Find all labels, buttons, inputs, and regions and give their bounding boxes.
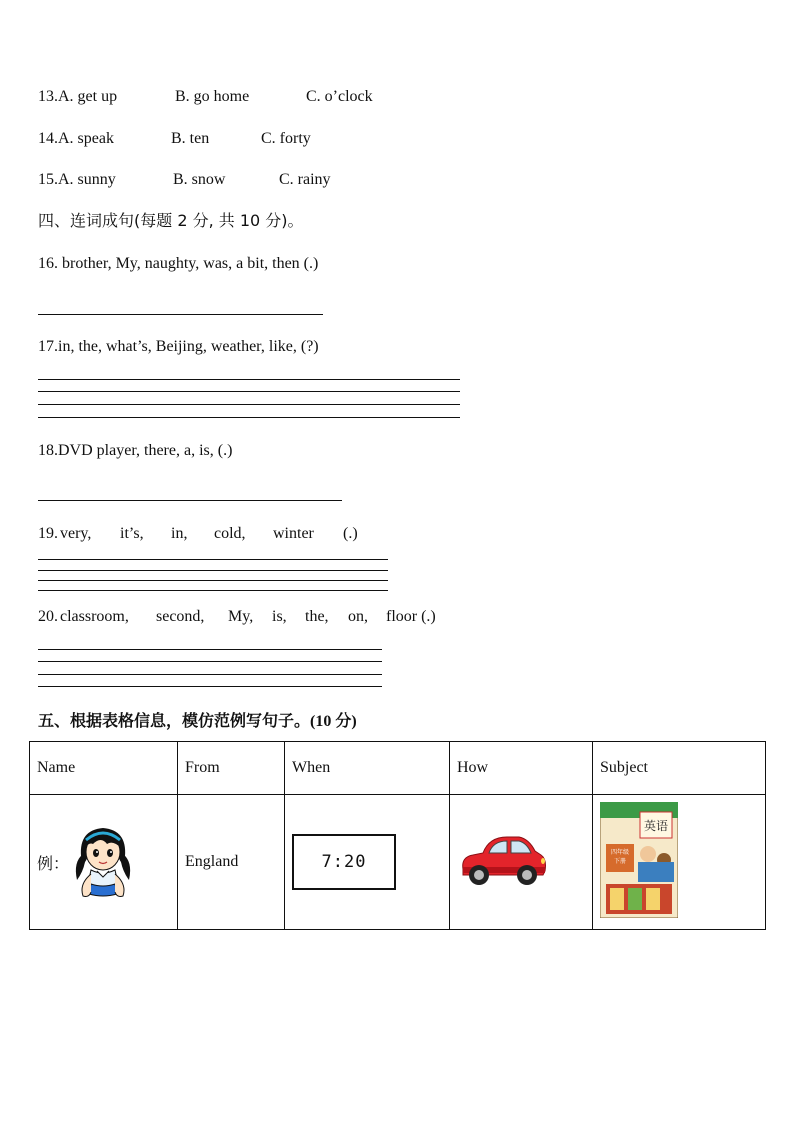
car-illustration [457,829,549,891]
girl-illustration [71,822,135,902]
answer-line[interactable] [38,500,342,501]
question-20-number: 20. [38,608,58,625]
answer-line[interactable] [38,559,388,560]
textbook-cover-illustration [600,802,678,918]
cell-when [285,795,450,930]
answer-line[interactable] [38,580,388,581]
answer-line[interactable] [38,314,323,315]
word-chip: it’s, [120,525,144,542]
header-from: From [178,742,285,795]
question-13-option-c: C. o’clock [306,88,373,105]
question-13-option-a: 13.A. get up [38,88,118,105]
question-14-option-a: 14.A. speak [38,130,114,147]
word-chip: floor (.) [386,608,436,625]
answer-line[interactable] [38,379,460,380]
answer-line[interactable] [38,661,382,662]
book-title: 英语 [643,818,669,833]
answer-line[interactable] [38,404,460,405]
question-17-text: 17.in, the, what’s, Beijing, weather, like, (?) [38,338,319,355]
book-grade: 四年级 [610,848,630,856]
word-chip: classroom, [60,608,129,625]
answer-line[interactable] [38,649,382,650]
header-name: Name [30,742,178,795]
cell-subject [593,795,766,930]
answer-line[interactable] [38,674,382,675]
question-16-text: 16. brother, My, naughty, was, a bit, then (.) [38,255,319,272]
section-5-heading: 五、根据表格信息，模仿范例写句子。(10 分) [38,711,357,730]
answer-line[interactable] [38,570,388,571]
table-row [30,795,766,930]
question-13-option-b: B. go home [175,88,250,105]
word-chip: (.) [343,525,358,542]
header-subject: Subject [593,742,766,795]
question-19-number: 19. [38,525,58,542]
header-how: How [450,742,593,795]
word-chip: the, [305,608,329,625]
question-14-option-c: C. forty [261,130,311,147]
info-table [29,741,766,930]
answer-line[interactable] [38,417,460,418]
example-label: 例： [37,853,70,873]
digital-clock [292,834,396,890]
section-4-heading: 四、连词成句(每题 2 分, 共 10 分)。 [38,211,304,230]
word-chip: is, [272,608,287,625]
word-chip: winter [273,525,314,542]
question-14-option-b: B. ten [171,130,210,147]
question-18-text: 18.DVD player, there, a, is, (.) [38,442,233,459]
answer-line[interactable] [38,391,460,392]
question-15-option-a: 15.A. sunny [38,171,116,188]
answer-line[interactable] [38,686,382,687]
cell-name [30,795,178,930]
cell-how [450,795,593,930]
header-when: When [285,742,450,795]
word-chip: cold, [214,525,246,542]
table-header-row [30,742,766,795]
clock-time: 7:20 [321,852,367,872]
question-15-option-b: B. snow [173,171,226,188]
word-chip: very, [60,525,92,542]
question-15-option-c: C. rainy [279,171,331,188]
answer-line[interactable] [38,590,388,591]
cell-from: England [178,795,285,930]
book-volume: 下册 [613,857,627,865]
word-chip: second, [156,608,205,625]
word-chip: in, [171,525,188,542]
word-chip: on, [348,608,368,625]
word-chip: My, [228,608,254,625]
